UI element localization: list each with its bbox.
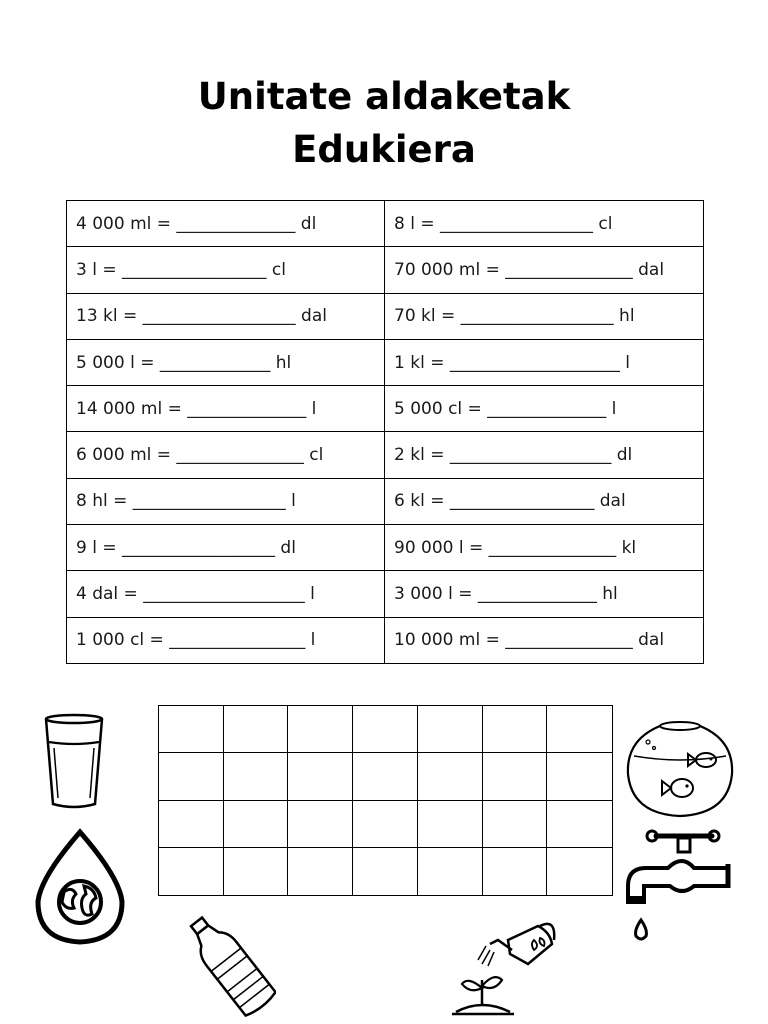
answer-cell[interactable]: [159, 753, 224, 800]
exercise-right: 1 kl = ____________________ l: [385, 339, 704, 385]
answer-cell[interactable]: [483, 706, 548, 753]
answer-cell[interactable]: [288, 848, 353, 895]
exercise-left: 8 hl = __________________ l: [67, 478, 385, 524]
exercise-row: [67, 386, 704, 432]
exercise-left: 4 dal = ___________________ l: [67, 571, 385, 617]
exercise-row: [67, 247, 704, 293]
exercise-right: 3 000 l = ______________ hl: [385, 571, 704, 617]
watering-can-plant-icon: [448, 914, 558, 1018]
answer-cell[interactable]: [483, 801, 548, 848]
exercise-right: 70 kl = __________________ hl: [385, 293, 704, 339]
exercise-row: [67, 293, 704, 339]
answer-cell[interactable]: [159, 706, 224, 753]
answer-cell[interactable]: [159, 801, 224, 848]
answer-cell[interactable]: [288, 753, 353, 800]
water-tap-icon: [622, 828, 740, 944]
answer-cell[interactable]: [224, 848, 289, 895]
answer-cell[interactable]: [418, 753, 483, 800]
exercise-row: [67, 617, 704, 663]
exercise-right: 6 kl = _________________ dal: [385, 478, 704, 524]
answer-cell[interactable]: [288, 706, 353, 753]
exercise-left: 9 l = __________________ dl: [67, 525, 385, 571]
answer-grid: [158, 705, 613, 896]
answer-cell[interactable]: [288, 801, 353, 848]
answer-cell[interactable]: [418, 706, 483, 753]
exercise-left: 5 000 l = _____________ hl: [67, 339, 385, 385]
exercise-left: 14 000 ml = ______________ l: [67, 386, 385, 432]
water-glass-icon: [40, 712, 108, 812]
exercise-row: [67, 478, 704, 524]
exercise-row: [67, 525, 704, 571]
answer-cell[interactable]: [483, 753, 548, 800]
answer-cell[interactable]: [418, 848, 483, 895]
exercise-left: 4 000 ml = ______________ dl: [67, 201, 385, 247]
water-drop-earth-icon: [32, 828, 128, 946]
answer-cell[interactable]: [224, 706, 289, 753]
answer-cell[interactable]: [353, 753, 418, 800]
answer-cell[interactable]: [224, 753, 289, 800]
answer-cell[interactable]: [353, 706, 418, 753]
exercise-row: [67, 201, 704, 247]
answer-cell[interactable]: [353, 848, 418, 895]
answer-cell[interactable]: [547, 848, 612, 895]
page-title: Unitate aldaketak: [197, 75, 571, 118]
water-bottle-icon: [186, 914, 276, 1018]
answer-cell[interactable]: [418, 801, 483, 848]
answer-cell[interactable]: [353, 801, 418, 848]
exercise-right: 10 000 ml = _______________ dal: [385, 617, 704, 663]
answer-cell[interactable]: [224, 801, 289, 848]
exercise-left: 13 kl = __________________ dal: [67, 293, 385, 339]
fishbowl-icon: [624, 718, 736, 820]
exercise-row: [67, 571, 704, 617]
exercise-row: [67, 339, 704, 385]
exercise-right: 2 kl = ___________________ dl: [385, 432, 704, 478]
exercise-right: 70 000 ml = _______________ dal: [385, 247, 704, 293]
exercise-left: 3 l = _________________ cl: [67, 247, 385, 293]
exercise-left: 6 000 ml = _______________ cl: [67, 432, 385, 478]
exercise-table: [66, 200, 704, 664]
exercise-right: 90 000 l = _______________ kl: [385, 525, 704, 571]
answer-cell[interactable]: [547, 753, 612, 800]
exercise-row: [67, 432, 704, 478]
answer-cell[interactable]: [159, 848, 224, 895]
exercise-right: 5 000 cl = ______________ l: [385, 386, 704, 432]
exercise-right: 8 l = __________________ cl: [385, 201, 704, 247]
answer-cell[interactable]: [483, 848, 548, 895]
exercise-left: 1 000 cl = ________________ l: [67, 617, 385, 663]
answer-cell[interactable]: [547, 706, 612, 753]
page-subtitle: Edukiera: [292, 128, 476, 171]
answer-cell[interactable]: [547, 801, 612, 848]
